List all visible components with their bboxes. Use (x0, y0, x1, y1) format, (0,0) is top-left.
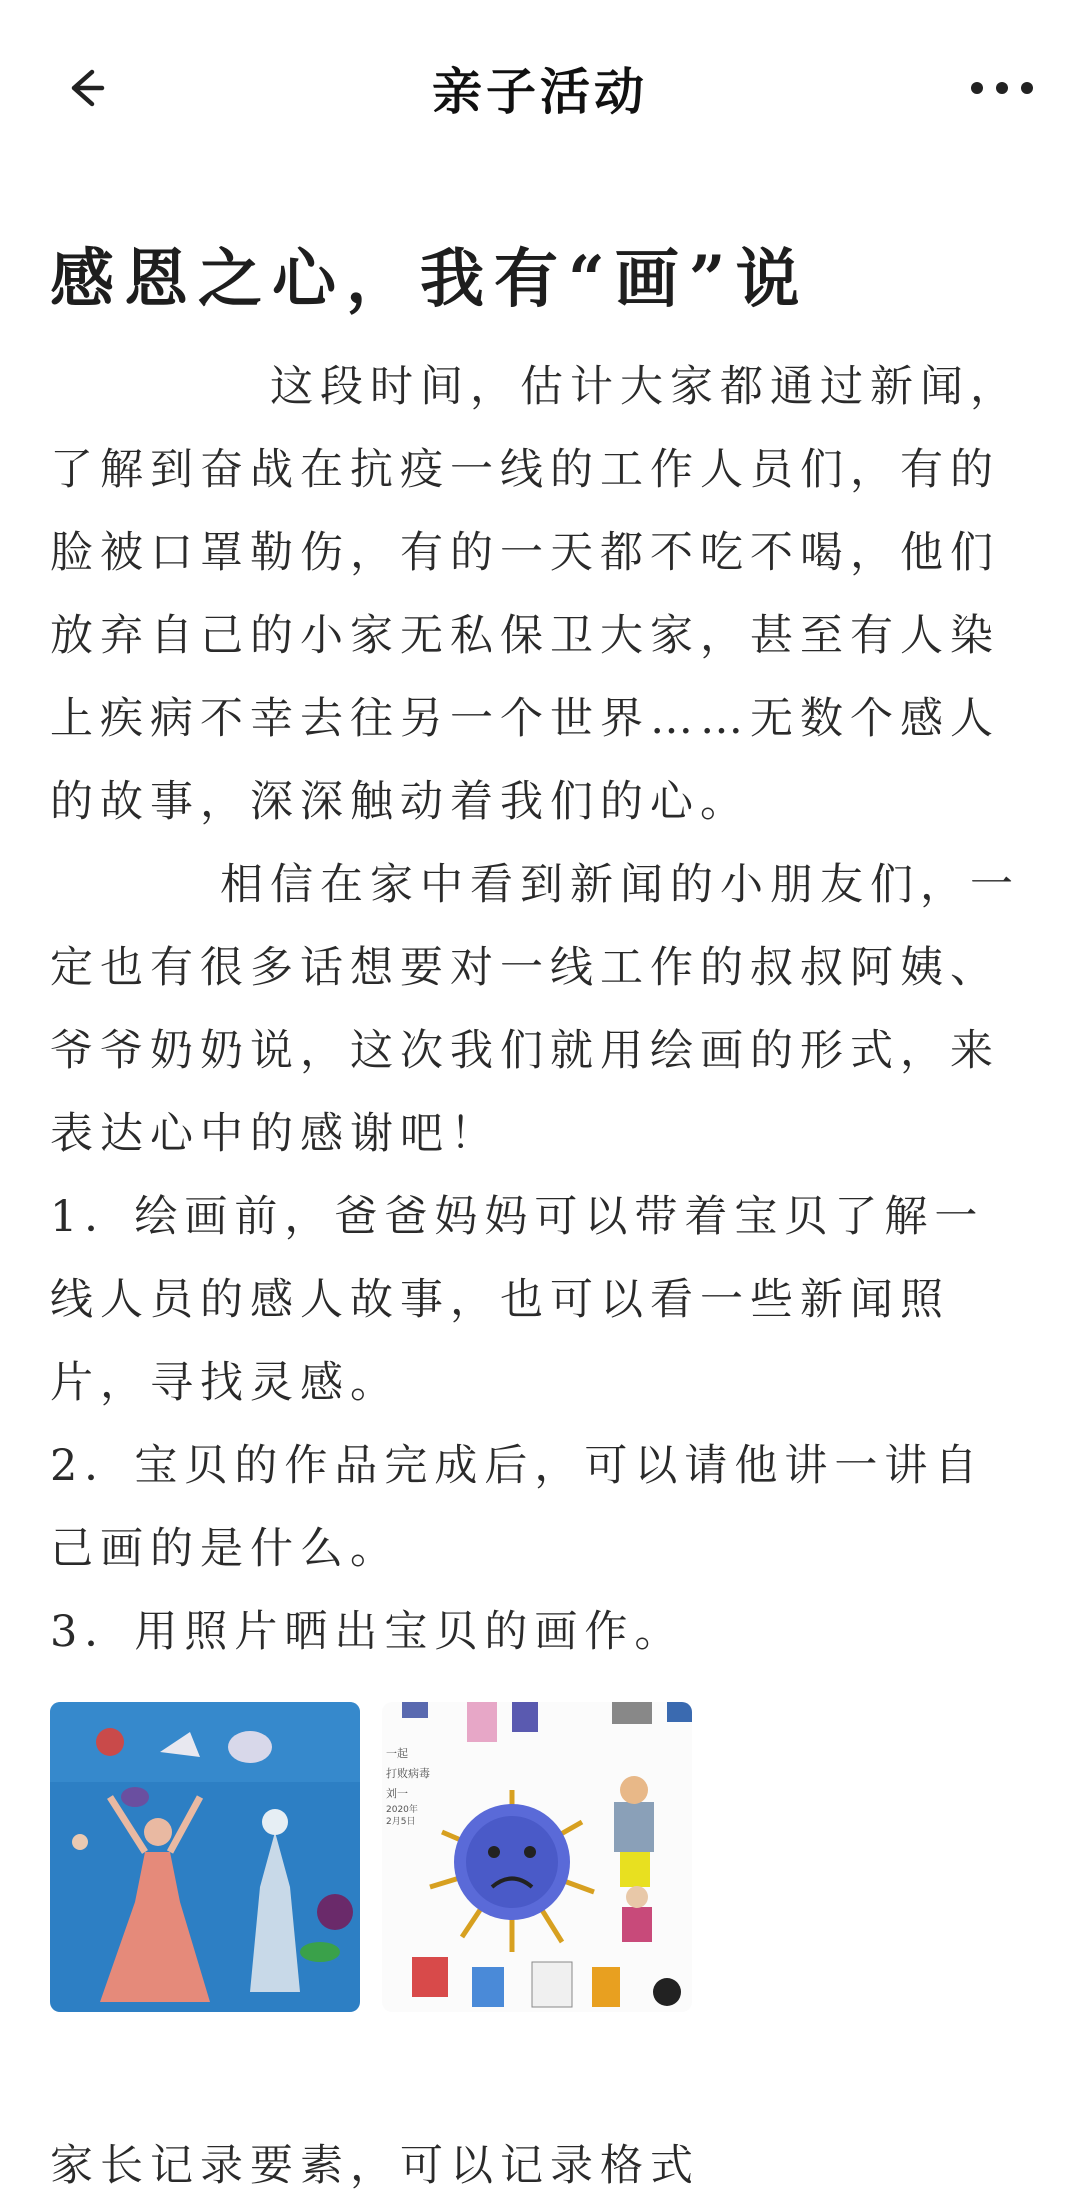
svg-text:一起: 一起 (386, 1747, 408, 1760)
article-body (50, 232, 1030, 2012)
step-item: 3．用照片晒出宝贝的画作。 (50, 1607, 685, 1657)
svg-text:刘一: 刘一 (386, 1787, 408, 1800)
invitation-paragraph: 相信在家中看到新闻的小朋友们，一定也有很多话想要对一线工作的叔叔阿姨、爷爷奶奶说，这次我们就用绘画的形式，来表达心中的感谢吧！ (50, 860, 1020, 1159)
svg-text:打败病毒: 打败病毒 (386, 1767, 430, 1780)
article-title: 感恩之心，我有“画”说 (50, 242, 810, 317)
svg-text:2月5日: 2月5日 (386, 1817, 416, 1827)
step-item: 2．宝贝的作品完成后，可以请他讲一讲自己画的是什么。 (50, 1441, 985, 1574)
artwork-image-1[interactable] (50, 1702, 360, 2012)
intro-paragraph: 这段时间，估计大家都通过新闻，了解到奋战在抗疫一线的工作人员们，有的脸被口罩勒伤，有的一天都不吃不喝，他们放弃自己的小家无私保卫大家，甚至有人染上疾病不幸去往另一个世界……无数个感人的故事，深深触动着我们的心。 (50, 362, 1020, 827)
top-nav-bar (0, 0, 1080, 170)
steps-list (50, 1176, 1030, 1674)
page-title: 亲子活动 (432, 62, 648, 121)
artwork-image-2[interactable] (382, 1702, 692, 2012)
step-item: 1．绘画前，爸爸妈妈可以带着宝贝了解一线人员的感人故事，也可以看一些新闻照片，寻找灵感。 (50, 1192, 985, 1408)
more-button[interactable] (962, 56, 1042, 120)
footer-text-partial: 家长记录要素，可以记录格式 (50, 2141, 700, 2191)
more-dots-icon (970, 81, 1034, 95)
svg-text:2020年: 2020年 (386, 1805, 418, 1815)
artwork-gallery (50, 1702, 1030, 2012)
